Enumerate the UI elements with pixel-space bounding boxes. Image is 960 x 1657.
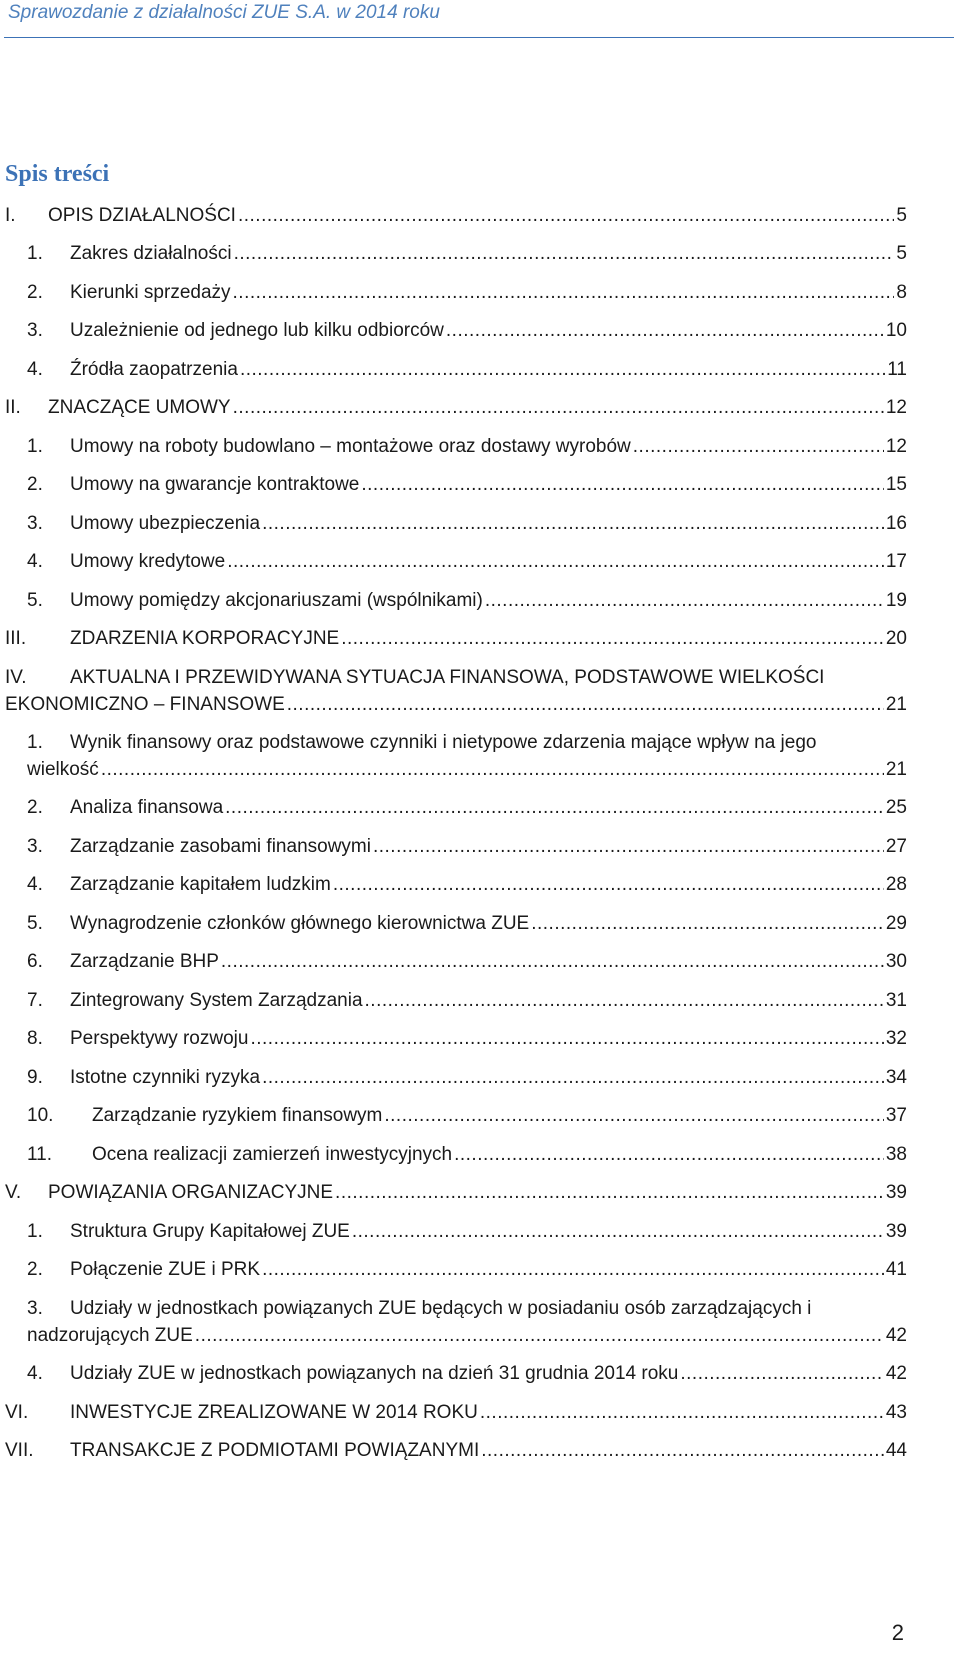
entry-number: 1. xyxy=(27,243,43,264)
entry-label: Uzależnienie od jednego lub kilku odbiorców xyxy=(70,320,444,341)
toc-entry[interactable] xyxy=(5,948,907,975)
dot-leader xyxy=(680,1360,884,1387)
entry-page: 25 xyxy=(885,797,907,818)
toc-entry[interactable] xyxy=(5,394,907,421)
entry-number: V. xyxy=(5,1182,22,1203)
dot-leader xyxy=(262,510,884,537)
entry-page: 10 xyxy=(885,320,907,341)
entry-number: III. xyxy=(5,628,27,649)
dot-leader xyxy=(333,871,884,898)
dot-leader xyxy=(384,1102,883,1129)
entry-number: 1. xyxy=(27,732,43,753)
entry-page: 39 xyxy=(885,1221,907,1242)
entry-number: 5. xyxy=(27,590,43,611)
dot-leader xyxy=(234,240,895,267)
entry-number: 6. xyxy=(27,951,43,972)
toc-entry[interactable] xyxy=(5,1399,907,1426)
entry-number: I. xyxy=(5,205,16,226)
toc-entry[interactable] xyxy=(5,1256,907,1283)
toc-entry[interactable] xyxy=(5,1218,907,1245)
toc-entry[interactable] xyxy=(5,1141,907,1168)
entry-label: Umowy ubezpieczenia xyxy=(70,513,261,534)
dot-leader xyxy=(485,587,884,614)
dot-leader xyxy=(335,1179,884,1206)
toc-entry[interactable] xyxy=(5,833,907,860)
entry-label: OPIS DZIAŁALNOŚCI xyxy=(48,205,236,226)
entry-label: Umowy pomiędzy akcjonariuszami (wspólnikami) xyxy=(70,590,483,611)
dot-leader xyxy=(233,394,884,421)
toc-entry[interactable] xyxy=(5,625,907,652)
entry-page: 5 xyxy=(896,243,907,264)
entry-label: Udziały ZUE w jednostkach powiązanych na dzień 31 grudnia 2014 roku xyxy=(70,1363,679,1384)
toc-entry[interactable] xyxy=(5,202,907,229)
entry-number: 2. xyxy=(27,282,43,303)
toc-heading: Spis treści xyxy=(5,161,110,187)
entry-page: 44 xyxy=(885,1440,907,1461)
entry-number: 1. xyxy=(27,436,43,457)
dot-leader xyxy=(352,1218,884,1245)
entry-page: 29 xyxy=(885,913,907,934)
page-header xyxy=(4,0,954,38)
dot-leader xyxy=(446,317,884,344)
entry-page: 21 xyxy=(885,694,907,715)
entry-number: II. xyxy=(5,397,21,418)
entry-number: 1. xyxy=(27,1221,43,1242)
entry-label: Umowy na gwarancje kontraktowe xyxy=(70,474,360,495)
entry-number: 4. xyxy=(27,874,43,895)
entry-number: 10. xyxy=(27,1105,54,1126)
toc-entry[interactable] xyxy=(5,664,907,718)
entry-number: 2. xyxy=(27,797,43,818)
entry-number: 2. xyxy=(27,474,43,495)
entry-page: 41 xyxy=(885,1259,907,1280)
entry-label: Zarządzanie zasobami finansowymi xyxy=(70,836,371,857)
entry-label: Zarządzanie kapitałem ludzkim xyxy=(70,874,331,895)
entry-number: VII. xyxy=(5,1440,34,1461)
toc-entry[interactable] xyxy=(5,433,907,460)
entry-page: 8 xyxy=(896,282,907,303)
entry-label: Zintegrowany System Zarządzania xyxy=(70,990,363,1011)
entry-label: POWIĄZANIA ORGANIZACYJNE xyxy=(48,1182,334,1203)
entry-page: 32 xyxy=(885,1028,907,1049)
entry-label: Ocena realizacji zamierzeń inwestycyjnych xyxy=(92,1144,453,1165)
entry-label: Zarządzanie ryzykiem finansowym xyxy=(92,1105,383,1126)
entry-label: Kierunki sprzedaży xyxy=(70,282,231,303)
dot-leader xyxy=(361,471,884,498)
entry-page: 27 xyxy=(885,836,907,857)
entry-page: 15 xyxy=(885,474,907,495)
toc-entry[interactable] xyxy=(5,240,907,267)
entry-label: Udziały w jednostkach powiązanych ZUE będących w posiadaniu osób zarządzających i xyxy=(70,1298,812,1319)
entry-label: Perspektywy rozwoju xyxy=(70,1028,249,1049)
entry-number: 8. xyxy=(27,1028,43,1049)
entry-number: 3. xyxy=(27,513,43,534)
entry-label: AKTUALNA I PRZEWIDYWANA SYTUACJA FINANSOWA, PODSTAWOWE WIELKOŚCI xyxy=(70,667,825,688)
entry-number: 4. xyxy=(27,1363,43,1384)
page-number: 2 xyxy=(891,1620,904,1645)
entry-number: IV. xyxy=(5,667,27,688)
toc-entry[interactable] xyxy=(5,1360,907,1387)
entry-page: 38 xyxy=(885,1144,907,1165)
dot-leader xyxy=(250,1025,883,1052)
entry-number: VI. xyxy=(5,1402,29,1423)
toc-entry[interactable] xyxy=(5,729,907,783)
document-title: Sprawozdanie z działalności ZUE S.A. w 2014 roku xyxy=(8,2,440,23)
entry-number: 5. xyxy=(27,913,43,934)
entry-number: 3. xyxy=(27,320,43,341)
entry-label: Umowy kredytowe xyxy=(70,551,226,572)
dot-leader xyxy=(240,356,885,383)
entry-label: Połączenie ZUE i PRK xyxy=(70,1259,261,1280)
toc-entry[interactable] xyxy=(5,1437,907,1464)
dot-leader xyxy=(287,691,884,718)
entry-label: ZNACZĄCE UMOWY xyxy=(48,397,231,418)
entry-number: 4. xyxy=(27,551,43,572)
toc-entry[interactable] xyxy=(5,1179,907,1206)
toc-entry[interactable] xyxy=(5,510,907,537)
entry-page: 37 xyxy=(885,1105,907,1126)
entry-label: ZDARZENIA KORPORACYJNE xyxy=(70,628,340,649)
toc-entry[interactable] xyxy=(5,587,907,614)
toc-entry[interactable] xyxy=(5,987,907,1014)
toc-entry[interactable] xyxy=(5,548,907,575)
dot-leader xyxy=(262,1064,884,1091)
entry-label: TRANSAKCJE Z PODMIOTAMI POWIĄZANYMI xyxy=(70,1440,480,1461)
dot-leader xyxy=(221,948,884,975)
entry-number: 2. xyxy=(27,1259,43,1280)
dot-leader xyxy=(195,1322,884,1349)
toc-entry[interactable] xyxy=(5,1064,907,1091)
entry-label: Zarządzanie BHP xyxy=(70,951,219,972)
entry-page: 17 xyxy=(885,551,907,572)
dot-leader xyxy=(365,987,884,1014)
entry-page: 34 xyxy=(885,1067,907,1088)
toc-entry[interactable] xyxy=(5,1025,907,1052)
entry-number: 9. xyxy=(27,1067,43,1088)
toc-entry[interactable] xyxy=(5,356,907,383)
entry-label: INWESTYCJE ZREALIZOWANE W 2014 ROKU xyxy=(70,1402,478,1423)
toc-entry[interactable] xyxy=(5,794,907,821)
entry-page: 31 xyxy=(885,990,907,1011)
dot-leader xyxy=(480,1399,884,1426)
entry-label: Wynagrodzenie członków głównego kierownictwa ZUE xyxy=(70,913,530,934)
toc-entry[interactable] xyxy=(5,1295,907,1349)
dot-leader xyxy=(633,433,884,460)
entry-page: 5 xyxy=(896,205,907,226)
entry-page: 43 xyxy=(885,1402,907,1423)
entry-page: 12 xyxy=(885,397,907,418)
entry-label: Umowy na roboty budowlano – montażowe oraz dostawy wyrobów xyxy=(70,436,631,457)
dot-leader xyxy=(262,1256,884,1283)
dot-leader xyxy=(225,794,884,821)
entry-label: Analiza finansowa xyxy=(70,797,224,818)
toc-entry[interactable] xyxy=(5,1102,907,1129)
dot-leader xyxy=(454,1141,884,1168)
entry-label-continued: EKONOMICZNO – FINANSOWE xyxy=(5,694,285,715)
entry-page: 11 xyxy=(887,359,907,380)
toc-entry[interactable] xyxy=(5,910,907,937)
dot-leader xyxy=(481,1437,884,1464)
dot-leader xyxy=(227,548,884,575)
dot-leader xyxy=(233,279,895,306)
entry-page: 39 xyxy=(885,1182,907,1203)
entry-number: 3. xyxy=(27,1298,43,1319)
entry-page: 30 xyxy=(885,951,907,972)
entry-number: 4. xyxy=(27,359,43,380)
entry-page: 12 xyxy=(885,436,907,457)
dot-leader xyxy=(341,625,884,652)
entry-page: 42 xyxy=(885,1325,907,1346)
entry-label: Istotne czynniki ryzyka xyxy=(70,1067,261,1088)
entry-page: 28 xyxy=(885,874,907,895)
entry-label-continued: nadzorujących ZUE xyxy=(27,1325,193,1346)
entry-page: 20 xyxy=(885,628,907,649)
dot-leader xyxy=(531,910,884,937)
dot-leader xyxy=(373,833,884,860)
entry-page: 19 xyxy=(885,590,907,611)
entry-page: 42 xyxy=(885,1363,907,1384)
entry-number: 7. xyxy=(27,990,43,1011)
entry-label: Struktura Grupy Kapitałowej ZUE xyxy=(70,1221,350,1242)
toc-entry[interactable] xyxy=(5,471,907,498)
toc-entry[interactable] xyxy=(5,279,907,306)
entry-label-continued: wielkość xyxy=(27,759,99,780)
dot-leader xyxy=(101,756,884,783)
toc-entry[interactable] xyxy=(5,871,907,898)
entry-page: 16 xyxy=(885,513,907,534)
entry-page: 21 xyxy=(885,759,907,780)
toc-entry[interactable] xyxy=(5,317,907,344)
entry-number: 3. xyxy=(27,836,43,857)
entry-number: 11. xyxy=(27,1144,53,1165)
entry-label: Zakres działalności xyxy=(70,243,232,264)
entry-label: Wynik finansowy oraz podstawowe czynniki i nietypowe zdarzenia mające wpływ na jego xyxy=(70,732,817,753)
dot-leader xyxy=(238,202,894,229)
entry-label: Źródła zaopatrzenia xyxy=(70,359,238,380)
